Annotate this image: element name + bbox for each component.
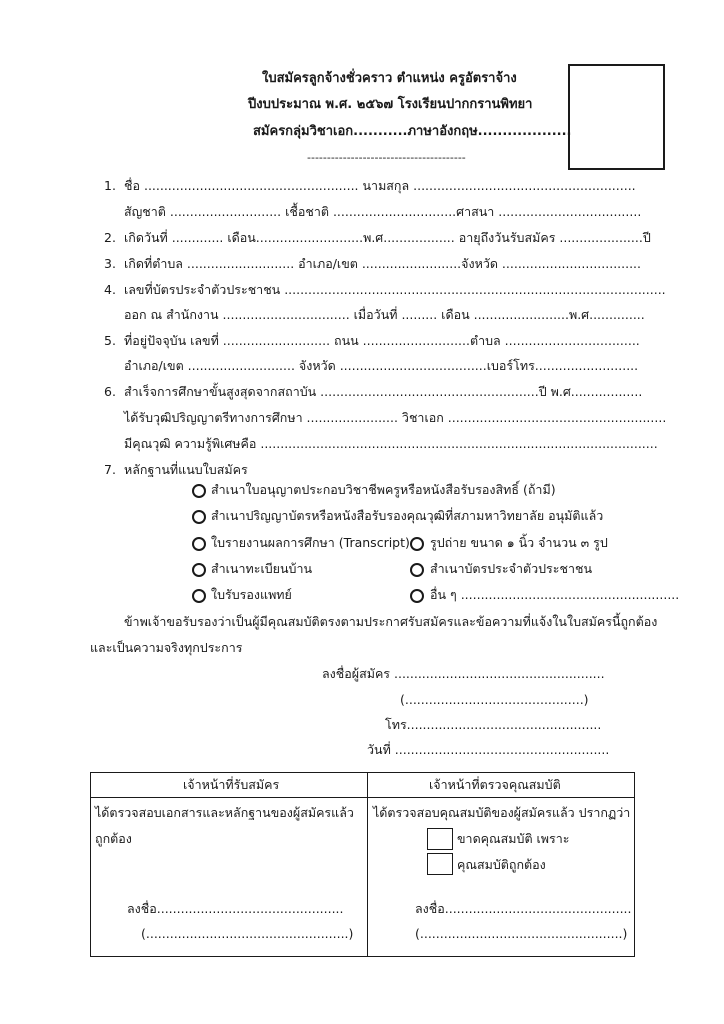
item-number-2: 2. bbox=[104, 230, 116, 245]
qualification-officer-header: เจ้าหน้าที่ตรวจคุณสมบัติ bbox=[429, 777, 561, 792]
photo-box bbox=[568, 64, 665, 170]
applicant-printed-name[interactable]: (.............................................) bbox=[400, 692, 589, 707]
officer-table bbox=[90, 772, 635, 957]
applicant-date[interactable]: วันที่ ...................................................... bbox=[367, 742, 610, 757]
form-title: ใบสมัครลูกจ้างชั่วคราว ตำแหน่ง ครูอัตราจ้าง bbox=[262, 71, 517, 86]
birthdate-line[interactable]: เกิดวันที่ ............. เดือน...........................พ.ศ.................. อายุถึงวันรับสมัคร .....................ปี bbox=[124, 230, 651, 245]
special-skill-line[interactable]: มีคุณวุฒิ ความรู้พิเศษคือ .................................................................................................... bbox=[124, 436, 658, 451]
attachment-radio-8[interactable] bbox=[410, 589, 424, 603]
declaration-text-cont: และเป็นความจริงทุกประการ bbox=[90, 640, 243, 655]
attachment-license: สำเนาใบอนุญาตประกอบวิชาชีพครูหรือหนังสือรับรองสิทธิ์ (ถ้ามี) bbox=[211, 482, 556, 497]
unqualified-checkbox[interactable] bbox=[427, 828, 453, 850]
birthplace-line[interactable]: เกิดที่ตำบล ........................... อำเภอ/เขต .........................จังหวัด ................................... bbox=[124, 256, 642, 271]
table-header-divider bbox=[91, 797, 634, 798]
qualification-officer-signature[interactable]: ลงชื่อ............................................... bbox=[415, 901, 632, 916]
subject-group-line: สมัครกลุ่มวิชาเอก...........ภาษาอังกฤษ................... bbox=[253, 124, 572, 139]
receiving-officer-header: เจ้าหน้าที่รับสมัคร bbox=[183, 777, 280, 792]
attachment-photo: รูปถ่าย ขนาด ๑ นิ้ว จำนวน ๓ รูป bbox=[430, 535, 608, 550]
education-line[interactable]: สำเร็จการศึกษาขั้นสูงสุดจากสถาบัน .......................................................ปี พ.ศ.................. bbox=[124, 384, 643, 399]
attachment-radio-7[interactable] bbox=[192, 589, 206, 603]
id-card-line[interactable]: เลขที่บัตรประจำตัวประชาชน ................................................................................................ bbox=[124, 282, 666, 297]
address-line[interactable]: ที่อยู่ปัจจุบัน เลขที่ ........................... ถนน ...........................ตำบล .................................. bbox=[124, 333, 640, 348]
receiving-officer-name[interactable]: (...................................................) bbox=[141, 926, 354, 941]
attachment-degree: สำเนาปริญญาบัตรหรือหนังสือรับรองคุณวุฒิที่สภามหาวิทยาลัย อนุมัติแล้ว bbox=[211, 508, 604, 523]
applicant-phone[interactable]: โทร................................................. bbox=[385, 717, 602, 732]
table-column-divider bbox=[367, 773, 368, 956]
qualified-checkbox[interactable] bbox=[427, 853, 453, 875]
receiving-officer-note: ได้ตรวจสอบเอกสารและหลักฐานของผู้สมัครแล้ว bbox=[95, 805, 354, 820]
item-number-7: 7. bbox=[104, 462, 116, 477]
id-issued-line[interactable]: ออก ณ สำนักงาน ................................ เมื่อวันที่ ......... เดือน ........................พ.ศ.............. bbox=[124, 307, 645, 322]
degree-line[interactable]: ได้รับวุฒิปริญญาตรีทางการศึกษา ....................... วิชาเอก ....................................................... bbox=[124, 410, 667, 425]
header-divider: ---------------------------------------- bbox=[307, 151, 466, 164]
attachment-transcript: ใบรายงานผลการศึกษา (Transcript) bbox=[211, 535, 410, 550]
attachment-radio-3[interactable] bbox=[192, 537, 206, 551]
attachment-other: อื่น ๆ ....................................................... bbox=[430, 587, 680, 602]
attachment-radio-5[interactable] bbox=[192, 563, 206, 577]
item-number-3: 3. bbox=[104, 256, 116, 271]
declaration-text: ข้าพเจ้าขอรับรองว่าเป็นผู้มีคุณสมบัติตรงตามประกาศรับสมัครและข้อความที่แจ้งในใบสมัครนี้ถูกต้อง bbox=[124, 614, 658, 629]
fiscal-year-line: ปีงบประมาณ พ.ศ. ๒๕๖๗ โรงเรียนปากกรานพิทยา bbox=[248, 97, 533, 112]
attachment-radio-1[interactable] bbox=[192, 484, 206, 498]
attachment-radio-4[interactable] bbox=[410, 537, 424, 551]
attachment-medical-cert: ใบรับรองแพทย์ bbox=[211, 587, 292, 602]
qualification-officer-name[interactable]: (...................................................) bbox=[415, 926, 628, 941]
attachment-radio-6[interactable] bbox=[410, 563, 424, 577]
attachment-radio-2[interactable] bbox=[192, 510, 206, 524]
item-number-1: 1. bbox=[104, 178, 116, 193]
name-line[interactable]: ชื่อ ...................................................... นามสกุล ........................................................ bbox=[124, 178, 636, 193]
unqualified-label: ขาดคุณสมบัติ เพราะ bbox=[457, 831, 570, 846]
qualified-label: คุณสมบัติถูกต้อง bbox=[457, 857, 546, 872]
attachment-house-registration: สำเนาทะเบียนบ้าน bbox=[211, 561, 313, 576]
attachment-id-card: สำเนาบัตรประจำตัวประชาชน bbox=[430, 561, 592, 576]
applicant-signature[interactable]: ลงชื่อผู้สมัคร ..................................................... bbox=[322, 666, 605, 681]
item-number-4: 4. bbox=[104, 282, 116, 297]
qualification-officer-note: ได้ตรวจสอบคุณสมบัติของผู้สมัครแล้ว ปรากฏว่า bbox=[373, 805, 631, 820]
receiving-officer-signature[interactable]: ลงชื่อ............................................... bbox=[127, 901, 344, 916]
district-phone-line[interactable]: อำเภอ/เขต ........................... จังหวัด .....................................เบอร์โทร.......................... bbox=[124, 358, 639, 373]
receiving-officer-note-cont: ถูกต้อง bbox=[95, 831, 132, 846]
item-number-6: 6. bbox=[104, 384, 116, 399]
nationality-line[interactable]: สัญชาติ ............................ เชื้อชาติ ...............................ศาสนา .................................... bbox=[124, 204, 642, 219]
attachments-heading: หลักฐานที่แนบใบสมัคร bbox=[124, 462, 248, 477]
item-number-5: 5. bbox=[104, 333, 116, 348]
